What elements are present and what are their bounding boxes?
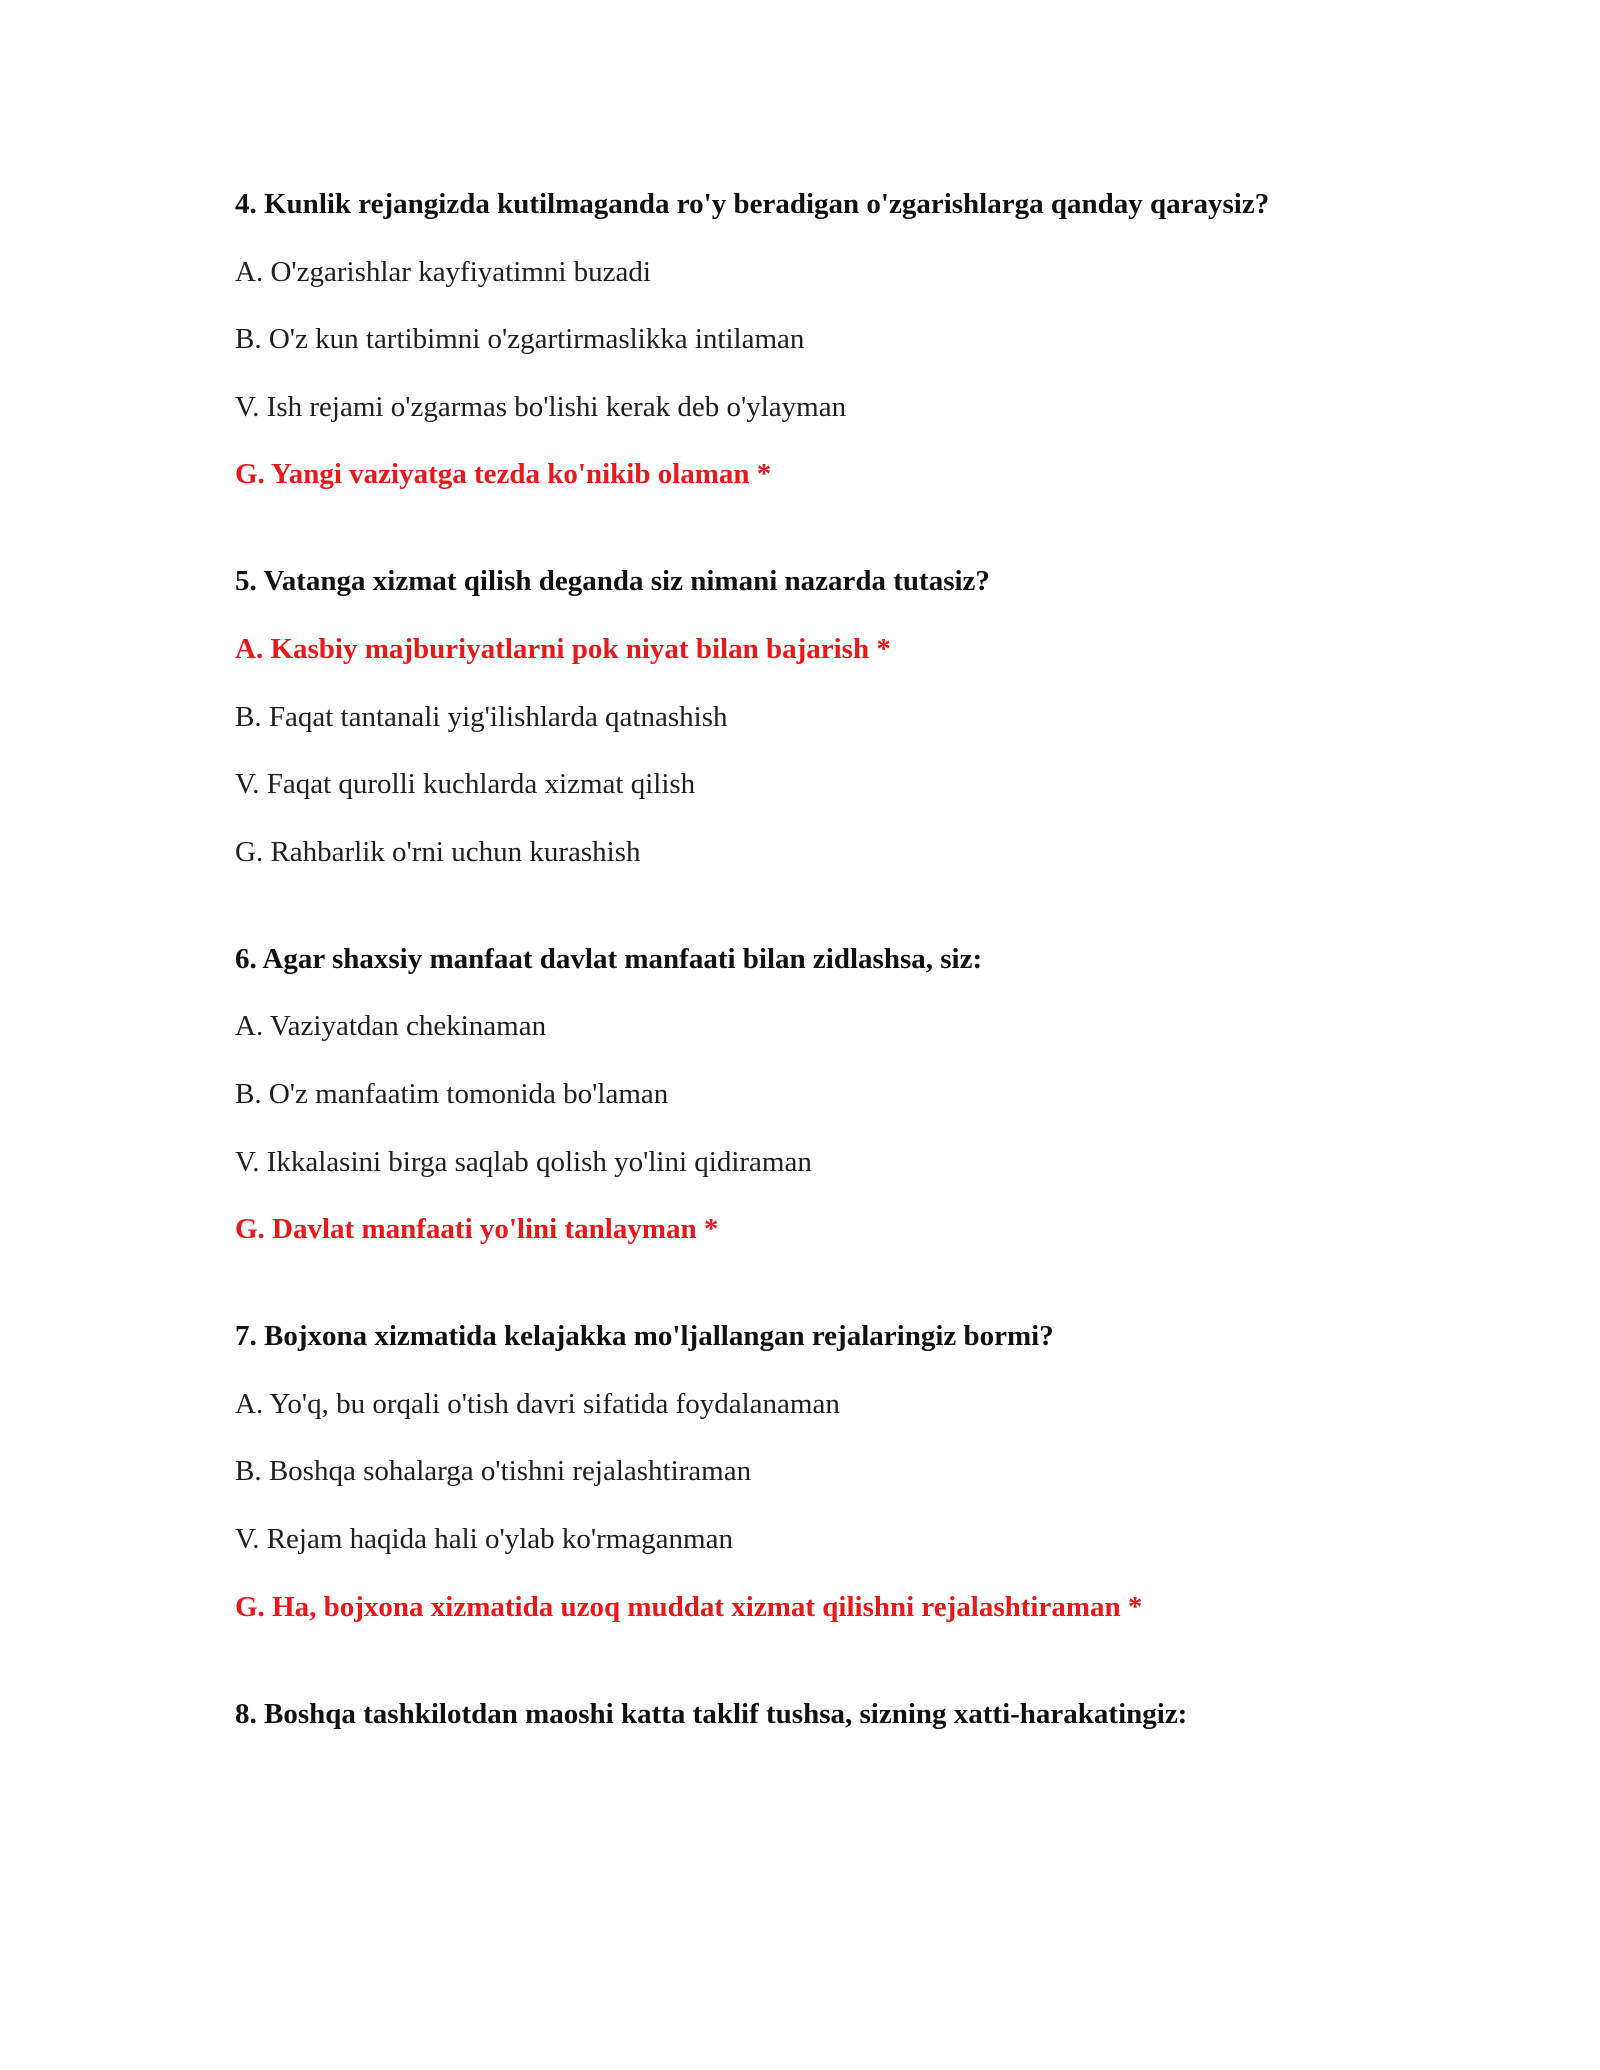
question-block-4 bbox=[235, 184, 1435, 494]
question-block-7 bbox=[235, 1316, 1435, 1626]
question-7-option-b: B. Boshqa sohalarga o'tishni rejalashtiraman bbox=[235, 1455, 752, 1488]
question-5-option-b: B. Faqat tantanali yig'ilishlarda qatnashish bbox=[235, 700, 728, 733]
question-5-option-a-correct-answer: A. Kasbiy majburiyatlarni pok niyat bilan bajarish * bbox=[235, 632, 891, 665]
question-block-5 bbox=[235, 561, 1435, 871]
question-6-option-v: V. Ikkalasini birga saqlab qolish yo'lini qidiraman bbox=[235, 1145, 812, 1178]
question-4-option-a: A. O'zgarishlar kayfiyatimni buzadi bbox=[235, 255, 651, 288]
question-5-text: 5. Vatanga xizmat qilish deganda siz nimani nazarda tutasiz? bbox=[235, 565, 990, 598]
question-8-text: 8. Boshqa tashkilotdan maoshi katta taklif tushsa, sizning xatti-harakatingiz: bbox=[235, 1697, 1188, 1730]
question-6-option-b: B. O'z manfaatim tomonida bo'laman bbox=[235, 1077, 669, 1110]
document-page bbox=[235, 184, 1435, 1761]
question-block-8 bbox=[235, 1694, 1435, 1734]
question-5-option-v: V. Faqat qurolli kuchlarda xizmat qilish bbox=[235, 768, 696, 801]
question-6-option-g-correct-answer: G. Davlat manfaati yo'lini tanlayman * bbox=[235, 1213, 719, 1246]
question-4-text: 4. Kunlik rejangizda kutilmaganda ro'y beradigan o'zgarishlarga qanday qaraysiz? bbox=[235, 188, 1270, 220]
question-7-option-v: V. Rejam haqida hali o'ylab ko'rmaganman bbox=[235, 1522, 733, 1555]
question-7-option-a: A. Yo'q, bu orqali o'tish davri sifatida foydalanaman bbox=[235, 1387, 840, 1420]
question-4-option-g-correct-answer: G. Yangi vaziyatga tezda ko'nikib olaman * bbox=[235, 458, 772, 491]
question-5-option-g: G. Rahbarlik o'rni uchun kurashish bbox=[235, 835, 641, 868]
question-6-option-a: A. Vaziyatdan chekinaman bbox=[235, 1010, 547, 1043]
question-7-text: 7. Bojxona xizmatida kelajakka mo'ljallangan rejalaringiz bormi? bbox=[235, 1320, 1054, 1353]
question-4-option-b: B. O'z kun tartibimni o'zgartirmaslikka intilaman bbox=[235, 323, 805, 356]
question-4-option-v: V. Ish rejami o'zgarmas bo'lishi kerak deb o'ylayman bbox=[235, 390, 847, 423]
question-7-option-g-correct-answer: G. Ha, bojxona xizmatida uzoq muddat xizmat qilishni rejalashtiraman * bbox=[235, 1590, 1143, 1623]
question-block-6 bbox=[235, 939, 1435, 1249]
question-6-text: 6. Agar shaxsiy manfaat davlat manfaati bilan zidlashsa, siz: bbox=[235, 942, 983, 975]
